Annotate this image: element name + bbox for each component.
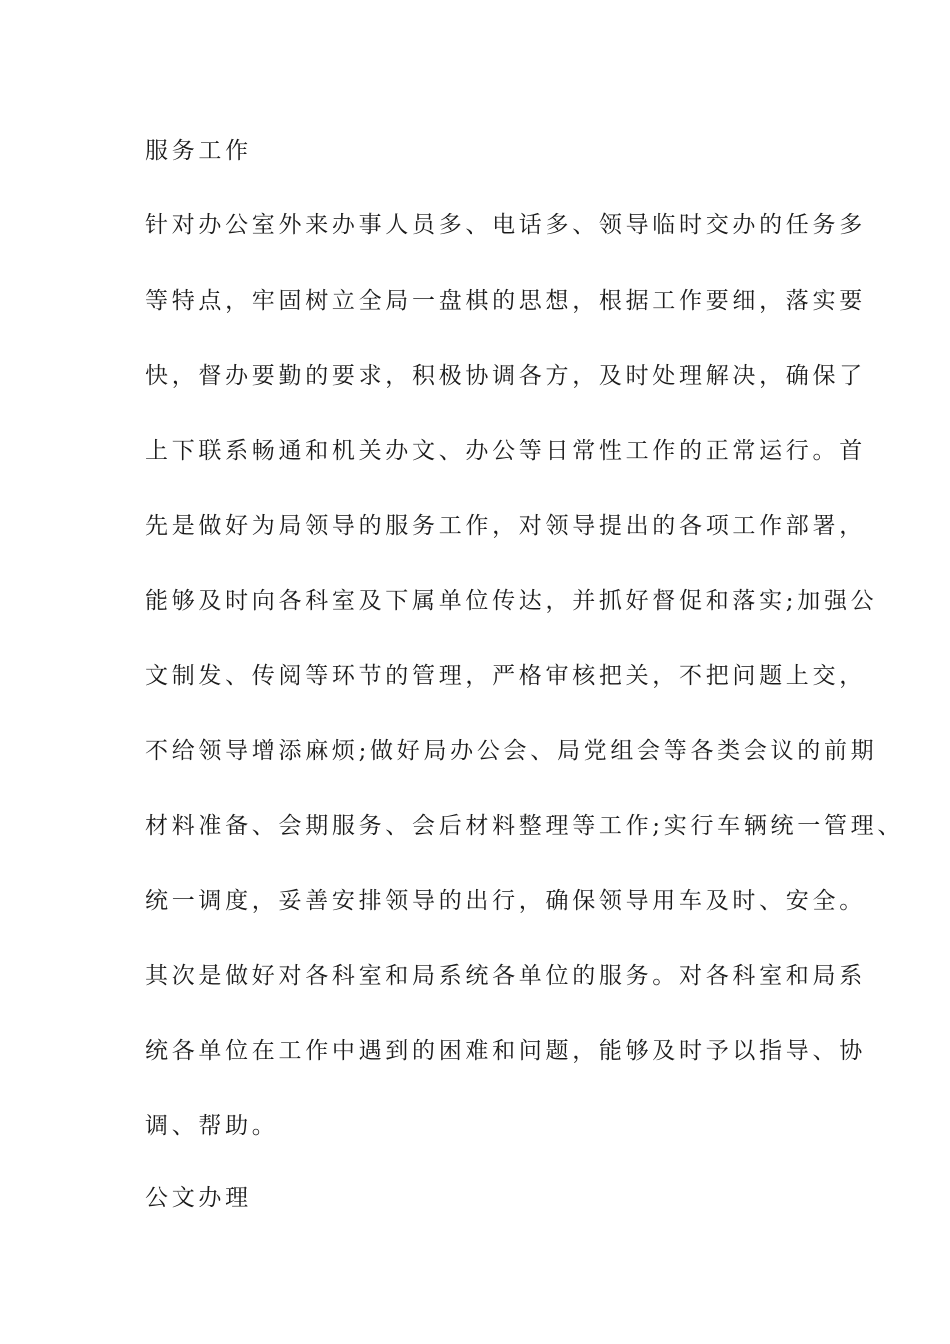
body-line: 材料准备、会期服务、会后材料整理等工作;实行车辆统一管理、 [145,813,905,839]
body-line: 文制发、传阅等环节的管理，严格审核把关，不把问题上交， [145,663,866,689]
body-line: 快，督办要勤的要求，积极协调各方，及时处理解决，确保了 [145,363,866,389]
body-line: 不给领导增添麻烦;做好局办公会、局党组会等各类会议的前期 [145,738,878,764]
body-line: 上下联系畅通和机关办文、办公等日常性工作的正常运行。首 [145,438,866,464]
body-line: 统一调度，妥善安排领导的出行，确保领导用车及时、安全。 [145,888,866,914]
body-line: 调、帮助。 [145,1113,279,1139]
body-line: 能够及时向各科室及下属单位传达，并抓好督促和落实;加强公 [145,588,878,614]
body-line: 先是做好为局领导的服务工作，对领导提出的各项工作部署， [145,513,866,539]
body-line: 其次是做好对各科室和局系统各单位的服务。对各科室和局系 [145,963,866,989]
body-line: 针对办公室外来办事人员多、电话多、领导临时交办的任务多 [145,212,866,238]
section-heading-service: 服务工作 [145,138,252,164]
body-line: 统各单位在工作中遇到的困难和问题，能够及时予以指导、协 [145,1038,866,1064]
section-heading-documents: 公文办理 [145,1185,252,1211]
body-line: 等特点，牢固树立全局一盘棋的思想，根据工作要细，落实要 [145,288,866,314]
